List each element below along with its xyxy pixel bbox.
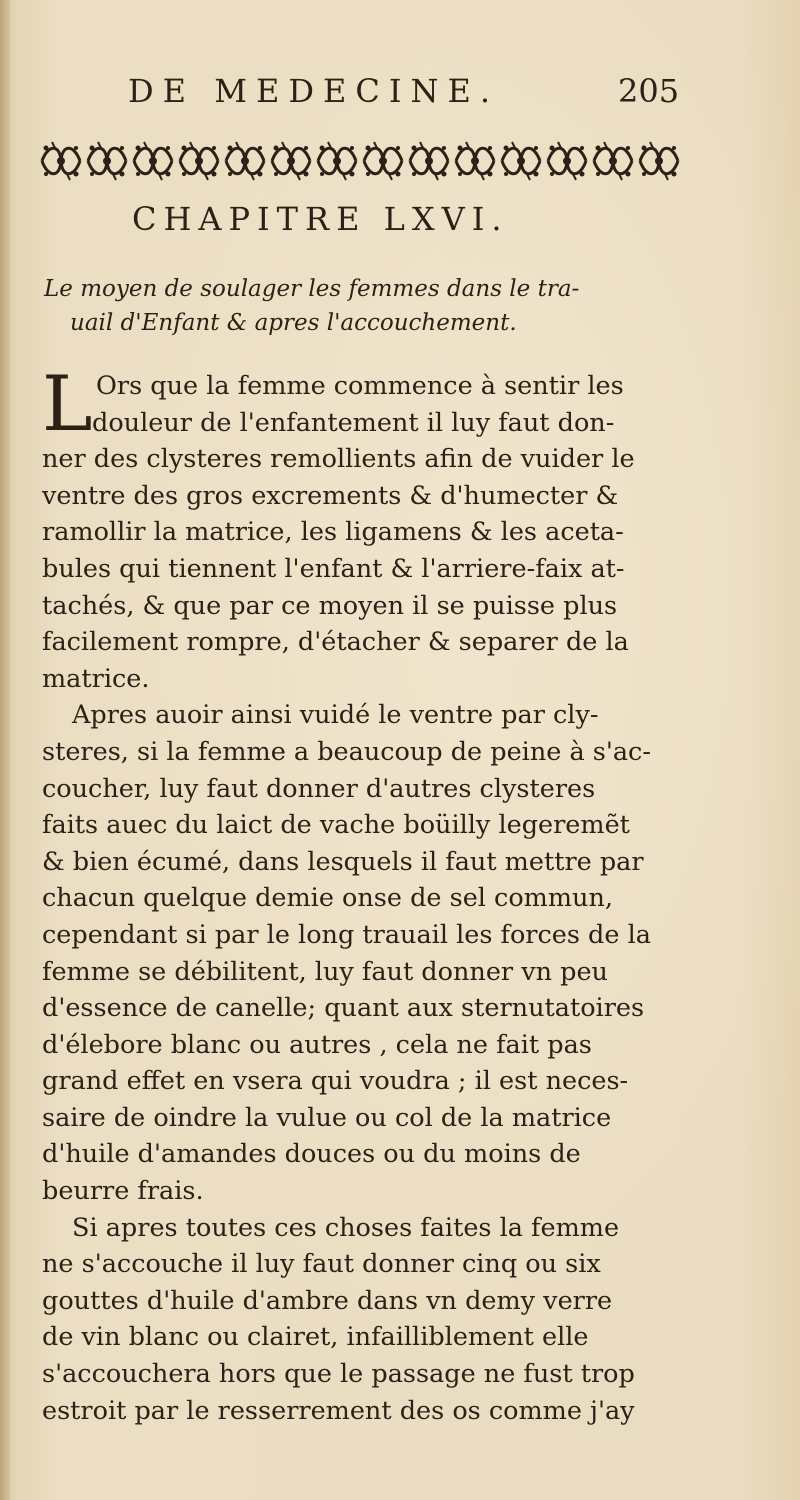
text-line: s'accouchera hors que le passage ne fust trop <box>42 1359 635 1390</box>
text-line: & bien écumé, dans lesquels il faut mettre par <box>42 846 644 877</box>
text-line: bules qui tiennent l'enfant & l'arriere-faix at- <box>42 553 625 584</box>
text-line: faits auec du laict de vache boüilly legeremẽt <box>42 810 630 841</box>
text-line: chacun quelque demie onse de sel commun, <box>42 883 613 914</box>
text-line: tachés, & que par ce moyen il se puisse plus <box>42 590 618 621</box>
subtitle-line: Le moyen de soulager les femmes dans le tra- <box>44 276 580 302</box>
text-line: beurre frais. <box>42 1176 204 1207</box>
subtitle-line: uail d'Enfant & apres l'accouchement. <box>70 310 517 336</box>
text-line: d'huile d'amandes douces ou du moins de <box>42 1139 581 1170</box>
drop-cap: L <box>42 359 93 448</box>
chapter-title: CHAPITRE LXVI. <box>132 200 509 238</box>
text-line: Apres auoir ainsi vuidé le ventre par cly- <box>72 700 599 731</box>
text-line: estroit par le resserrement des os comme j'ay <box>42 1395 635 1426</box>
text-line: ramollir la matrice, les ligamens & les aceta- <box>42 517 624 548</box>
page-number: 205 <box>618 72 680 110</box>
text-line: Ors que la femme commence à sentir les <box>96 371 624 401</box>
running-head: DE MEDECINE. <box>128 72 499 110</box>
page-gutter <box>0 0 10 1500</box>
headpiece-ornament <box>38 138 682 184</box>
text-line: de vin blanc ou clairet, infailliblement elle <box>42 1322 589 1353</box>
text-line: facilement rompre, d'étacher & separer de la <box>42 627 629 658</box>
text-line: matrice. <box>42 663 150 694</box>
text-line: d'essence de canelle; quant aux sternutatoires <box>42 993 645 1024</box>
text-line: d'élebore blanc ou autres , cela ne fait pas <box>42 1029 592 1060</box>
text-line: douleur de l'enfantement il luy faut don- <box>92 407 615 438</box>
text-line: grand effet en vsera qui voudra ; il est neces- <box>42 1066 629 1097</box>
chapter-subtitle <box>44 272 704 340</box>
text-line: gouttes d'huile d'ambre dans vn demy verre <box>42 1285 613 1316</box>
text-line: saire de oindre la vulue ou col de la matrice <box>42 1102 612 1133</box>
text-line: femme se débilitent, luy faut donner vn peu <box>42 956 608 987</box>
text-line: cependant si par le long trauail les forces de la <box>42 919 651 950</box>
text-line: Si apres toutes ces choses faites la femme <box>72 1212 620 1243</box>
body-text <box>42 359 702 1429</box>
text-line: ventre des gros excrements & d'humecter & <box>42 480 619 511</box>
text-line: ne s'accouche il luy faut donner cinq ou six <box>42 1249 601 1280</box>
text-line: coucher, luy faut donner d'autres clysteres <box>42 773 596 804</box>
text-line: ner des clysteres remollients afin de vuider le <box>42 444 635 475</box>
text-line: steres, si la femme a beaucoup de peine à s'ac- <box>42 736 651 767</box>
